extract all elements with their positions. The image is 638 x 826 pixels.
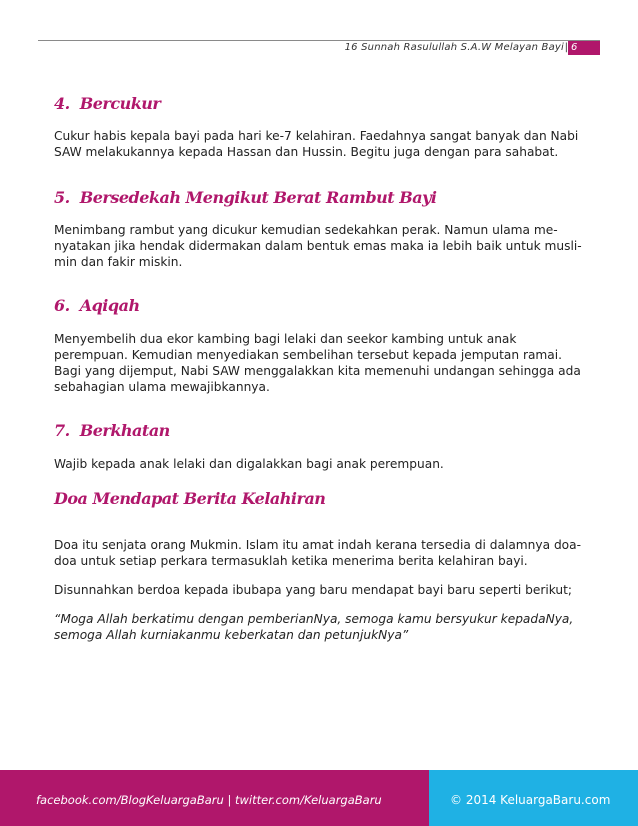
section-4-heading (54, 94, 160, 113)
body-line: doa untuk setiap perkara termasuklah ketika menerima berita kelahiran bayi. (54, 554, 528, 568)
page-number-badge: 6 (568, 41, 600, 55)
section-number: 7. (54, 421, 70, 440)
section-5-heading (54, 188, 436, 207)
body-line: Menimbang rambut yang dicukur kemudian sedekahkan perak. Namun ulama me- (54, 223, 558, 237)
body-line: sebahagian ulama mewajibkannya. (54, 380, 270, 394)
section-title: Aqiqah (79, 296, 140, 315)
section-title: Bercukur (79, 94, 161, 113)
body-line: Cukur habis kepala bayi pada hari ke-7 kelahiran. Faedahnya sangat banyak dan Nabi (54, 129, 579, 143)
section-5-body (54, 222, 590, 270)
section-number: 4. (54, 94, 70, 113)
running-header-title: 16 Sunnah Rasulullah S.A.W Melayan Bayi (344, 42, 564, 53)
doa-quote (54, 611, 590, 643)
footer-copyright[interactable]: © 2014 KeluargaBaru.com (450, 793, 611, 807)
doa-paragraph-1 (54, 537, 590, 569)
quote-line: “Moga Allah berkatimu dengan pemberianNya, semoga kamu bersyukur kepadaNya, (54, 612, 574, 626)
section-title: Bersedekah Mengikut Berat Rambut Bayi (79, 188, 437, 207)
body-line: min dan fakir miskin. (54, 255, 183, 269)
section-6-heading (54, 296, 140, 315)
section-6-body (54, 331, 590, 395)
body-line: Menyembelih dua ekor kambing bagi lelaki dan seekor kambing untuk anak (54, 332, 517, 346)
header-rule (38, 40, 600, 41)
section-title: Berkhatan (79, 421, 170, 440)
quote-line: semoga Allah kurniakanmu keberkatan dan petunjukNya” (54, 628, 409, 642)
section-7-body (54, 456, 590, 472)
body-line: Wajib kepada anak lelaki dan digalakkan bagi anak perempuan. (54, 457, 444, 471)
section-number: 6. (54, 296, 70, 315)
body-line: Doa itu senjata orang Mukmin. Islam itu amat indah kerana tersedia di dalamnya doa- (54, 538, 582, 552)
doa-paragraph-2: Disunnahkan berdoa kepada ibubapa yang baru mendapat bayi baru seperti berikut; (54, 583, 573, 597)
doa-heading: Doa Mendapat Berita Kelahiran (54, 489, 326, 508)
running-header-separator: | (564, 42, 568, 53)
section-4-body (54, 128, 590, 160)
section-7-heading (54, 421, 170, 440)
body-line: perempuan. Kemudian menyediakan sembelihan tersebut kepada jemputan ramai. (54, 348, 563, 362)
section-number: 5. (54, 188, 70, 207)
footer-social-links[interactable]: facebook.com/BlogKeluargaBaru | twitter.com/KeluargaBaru (36, 793, 382, 807)
body-line: SAW melakukannya kepada Hassan dan Hussin. Begitu juga dengan para sahabat. (54, 145, 559, 159)
body-line: nyatakan jika hendak didermakan dalam bentuk emas maka ia lebih baik untuk musli- (54, 239, 582, 253)
body-line: Bagi yang dijemput, Nabi SAW menggalakkan kita memenuhi undangan sehingga ada (54, 364, 581, 378)
